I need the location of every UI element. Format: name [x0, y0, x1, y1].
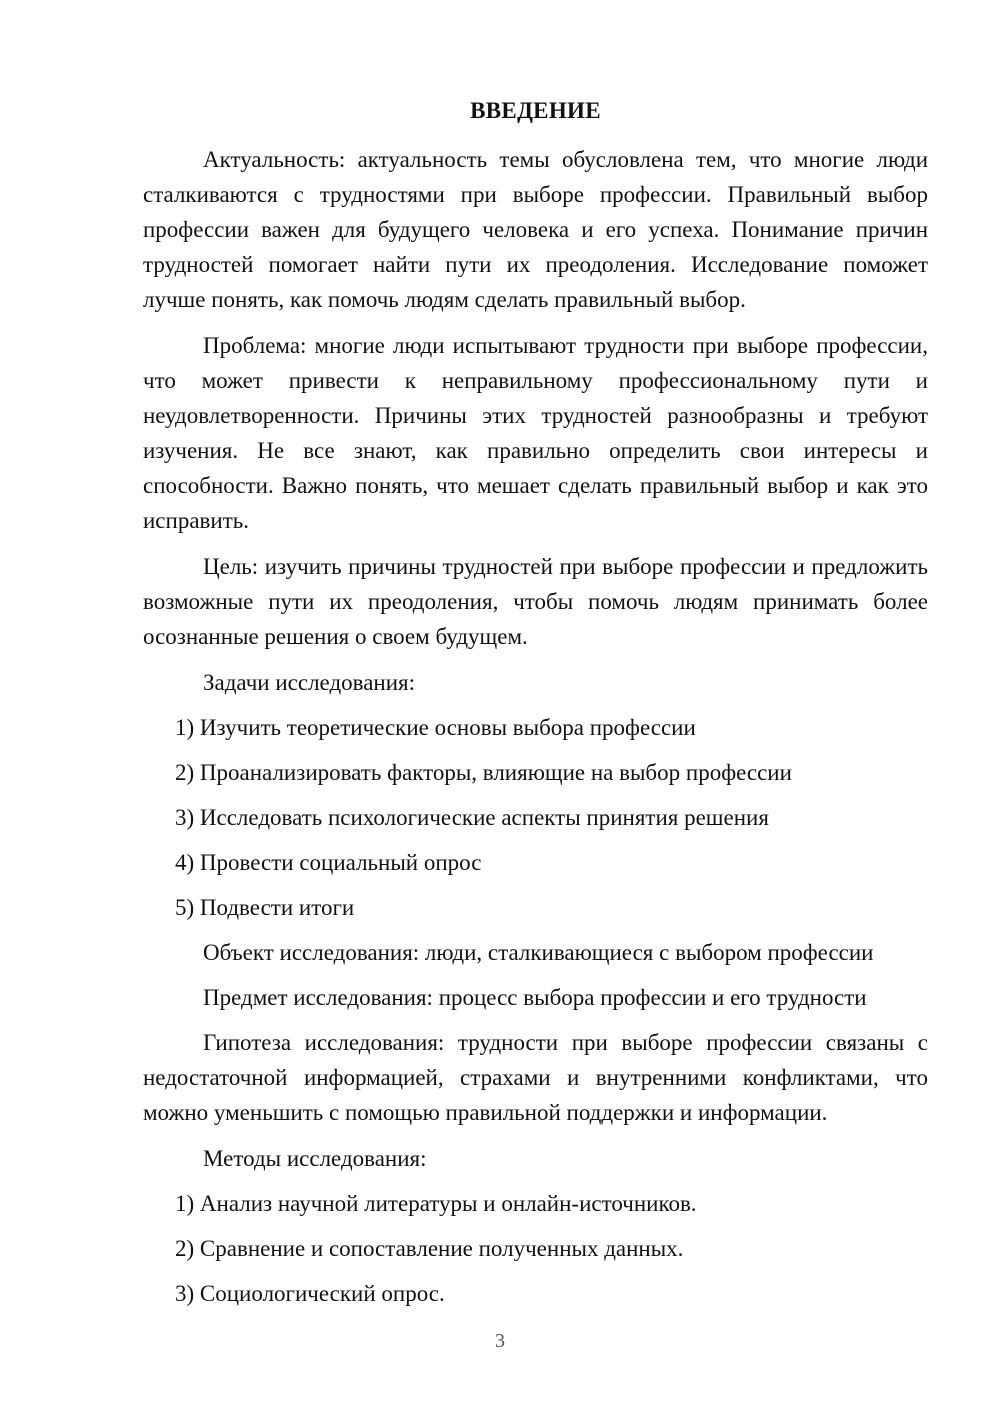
- list-item: 1) Анализ научной литературы и онлайн-источников.: [175, 1191, 697, 1216]
- methods-heading: Методы исследования:: [203, 1146, 427, 1171]
- tasks-heading: Задачи исследования:: [203, 670, 416, 695]
- paragraph-hypothesis: Гипотеза исследования: трудности при выборе профессии связаны с недостаточной информацией, страхами и внутренними конфликтами, что можно уменьшить с помощью правильной поддержки и информации.: [143, 1030, 928, 1125]
- paragraph-goal: Цель: изучить причины трудностей при выборе профессии и предложить возможные пути их преодоления, чтобы помочь людям принимать более осознанные решения о своем будущем.: [143, 554, 928, 649]
- page-content: [143, 95, 928, 1321]
- tasks-list: [143, 710, 928, 925]
- list-item: 3) Исследовать психологические аспекты принятия решения: [175, 805, 769, 830]
- page-number: 3: [495, 1330, 505, 1352]
- page-title: ВВЕДЕНИЕ: [470, 98, 601, 123]
- methods-list: [143, 1186, 928, 1311]
- list-item: 4) Провести социальный опрос: [175, 850, 482, 875]
- list-item: 2) Проанализировать факторы, влияющие на выбор профессии: [175, 760, 792, 785]
- list-item: 3) Социологический опрос.: [175, 1281, 445, 1306]
- paragraph-relevance: Актуальность: актуальность темы обусловлена тем, что многие люди сталкиваются с трудностями при выборе профессии. Правильный выбор профессии важен для будущего человека и его успеха. Понимание причин трудностей помогает найти пути их преодоления. Исследование поможет лучше понять, как помочь людям сделать правильный выбор.: [143, 147, 928, 312]
- list-item: 2) Сравнение и сопоставление полученных данных.: [175, 1236, 684, 1261]
- paragraph-object: Объект исследования: люди, сталкивающиеся с выбором профессии: [203, 940, 874, 965]
- paragraph-subject: Предмет исследования: процесс выбора профессии и его трудности: [203, 985, 867, 1010]
- list-item: 5) Подвести итоги: [175, 895, 355, 920]
- list-item: 1) Изучить теоретические основы выбора профессии: [175, 715, 696, 740]
- paragraph-problem: Проблема: многие люди испытывают трудности при выборе профессии, что может привести к неправильному профессиональному пути и неудовлетворенности. Причины этих трудностей разнообразны и требуют изучения. Не все знают, как правильно определить свои интересы и способности. Важно понять, что мешает сделать правильный выбор и как это исправить.: [143, 333, 928, 533]
